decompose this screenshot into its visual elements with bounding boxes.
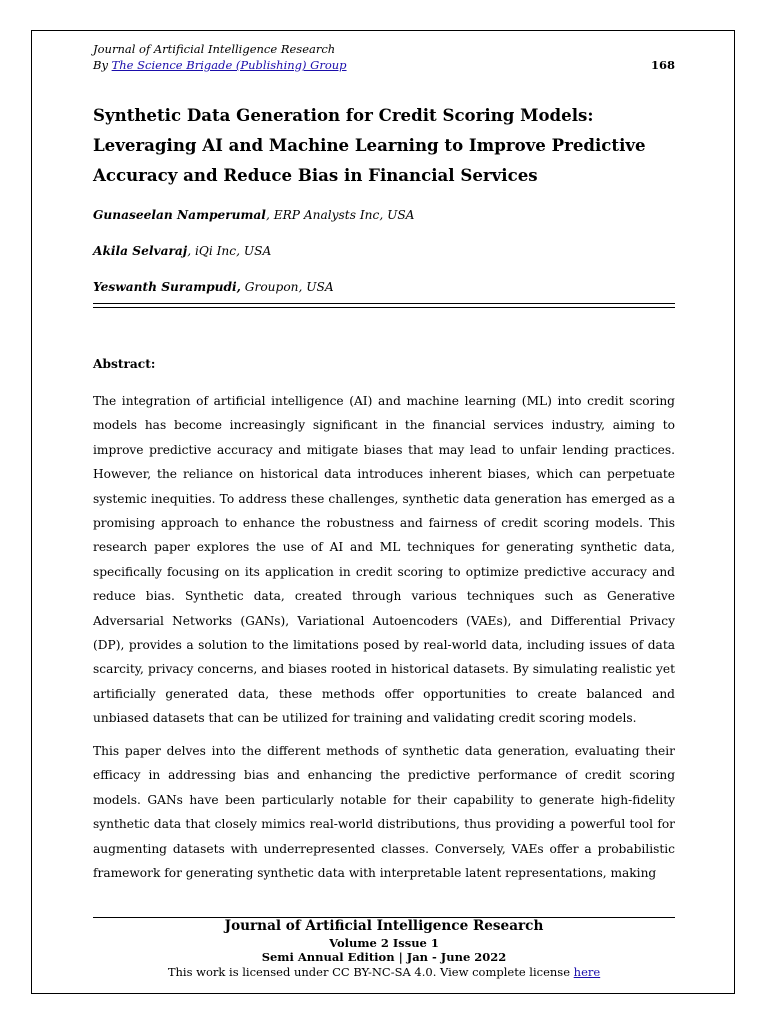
author-3 bbox=[93, 280, 334, 294]
page-number: 168 bbox=[650, 58, 675, 72]
author-name: Yeswanth Surampudi, bbox=[93, 280, 241, 294]
author-name: Akila Selvaraj bbox=[93, 244, 188, 258]
license-text: This work is licensed under CC BY-NC-SA 4.0. View complete license bbox=[167, 965, 574, 979]
abstract-paragraph-1: The integration of artificial intelligence (AI) and machine learning (ML) into credit scoring models has become increasingly significant in the financial services industry, aiming to improve predictive accuracy and mitigate biases that may lead to unfair lending practices. However, the reliance on historical data introduces inherent biases, which can perpetuate systemic inequities. To address these challenges, synthetic data generation has emerged as a promising approach to enhance the robustness and fairness of credit scoring models. This research paper explores the use of AI and ML techniques for generating synthetic data, specifically focusing on its application in credit scoring to optimize predictive accuracy and reduce bias. Synthetic data, created through various techniques such as Generative Adversarial Networks (GANs), Variational Autoencoders (VAEs), and Differential Privacy (DP), provides a solution to the limitations posed by real-world data, including issues of data scarcity, privacy concerns, and biases rooted in historical datasets. By simulating realistic yet artificially generated data, these methods offer opportunities to create balanced and unbiased datasets that can be utilized for training and validating credit scoring models. bbox=[93, 394, 675, 726]
running-header-journal: Journal of Artificial Intelligence Research bbox=[93, 42, 336, 56]
publisher-link[interactable]: The Science Brigade (Publishing) Group bbox=[111, 58, 347, 72]
abstract-paragraph-2: This paper delves into the different methods of synthetic data generation, evaluating their efficacy in addressing bias and enhancing the predictive performance of credit scoring models. GANs have been particularly notable for their capability to generate high-fidelity synthetic data that closely mimics real-world distributions, thus providing a powerful tool for augmenting datasets with underrepresented classes. Conversely, VAEs offer a probabilistic framework for generating synthetic data with interpretable latent representations, making bbox=[93, 744, 675, 881]
footer-license bbox=[93, 965, 675, 979]
paper-title: Synthetic Data Generation for Credit Scoring Models: Leveraging AI and Machine Learning to Improve Predictive Accuracy and Reduce Bias in Financial Services bbox=[93, 105, 646, 185]
by-prefix: By bbox=[93, 58, 112, 72]
author-name: Gunaseelan Namperumal bbox=[93, 208, 266, 222]
title-divider bbox=[93, 303, 675, 308]
running-header-publisher bbox=[93, 58, 675, 72]
footer-edition: Semi Annual Edition | Jan - June 2022 bbox=[261, 950, 507, 964]
footer-volume: Volume 2 Issue 1 bbox=[329, 936, 439, 950]
license-link[interactable]: here bbox=[573, 965, 601, 979]
footer-journal: Journal of Artificial Intelligence Research bbox=[224, 918, 544, 934]
author-affiliation: Groupon, USA bbox=[240, 280, 334, 294]
author-affiliation: , iQi Inc, USA bbox=[187, 244, 272, 258]
abstract-heading: Abstract: bbox=[93, 357, 156, 371]
author-2 bbox=[93, 244, 271, 258]
author-affiliation: , ERP Analysts Inc, USA bbox=[265, 208, 415, 222]
author-1 bbox=[93, 208, 415, 222]
